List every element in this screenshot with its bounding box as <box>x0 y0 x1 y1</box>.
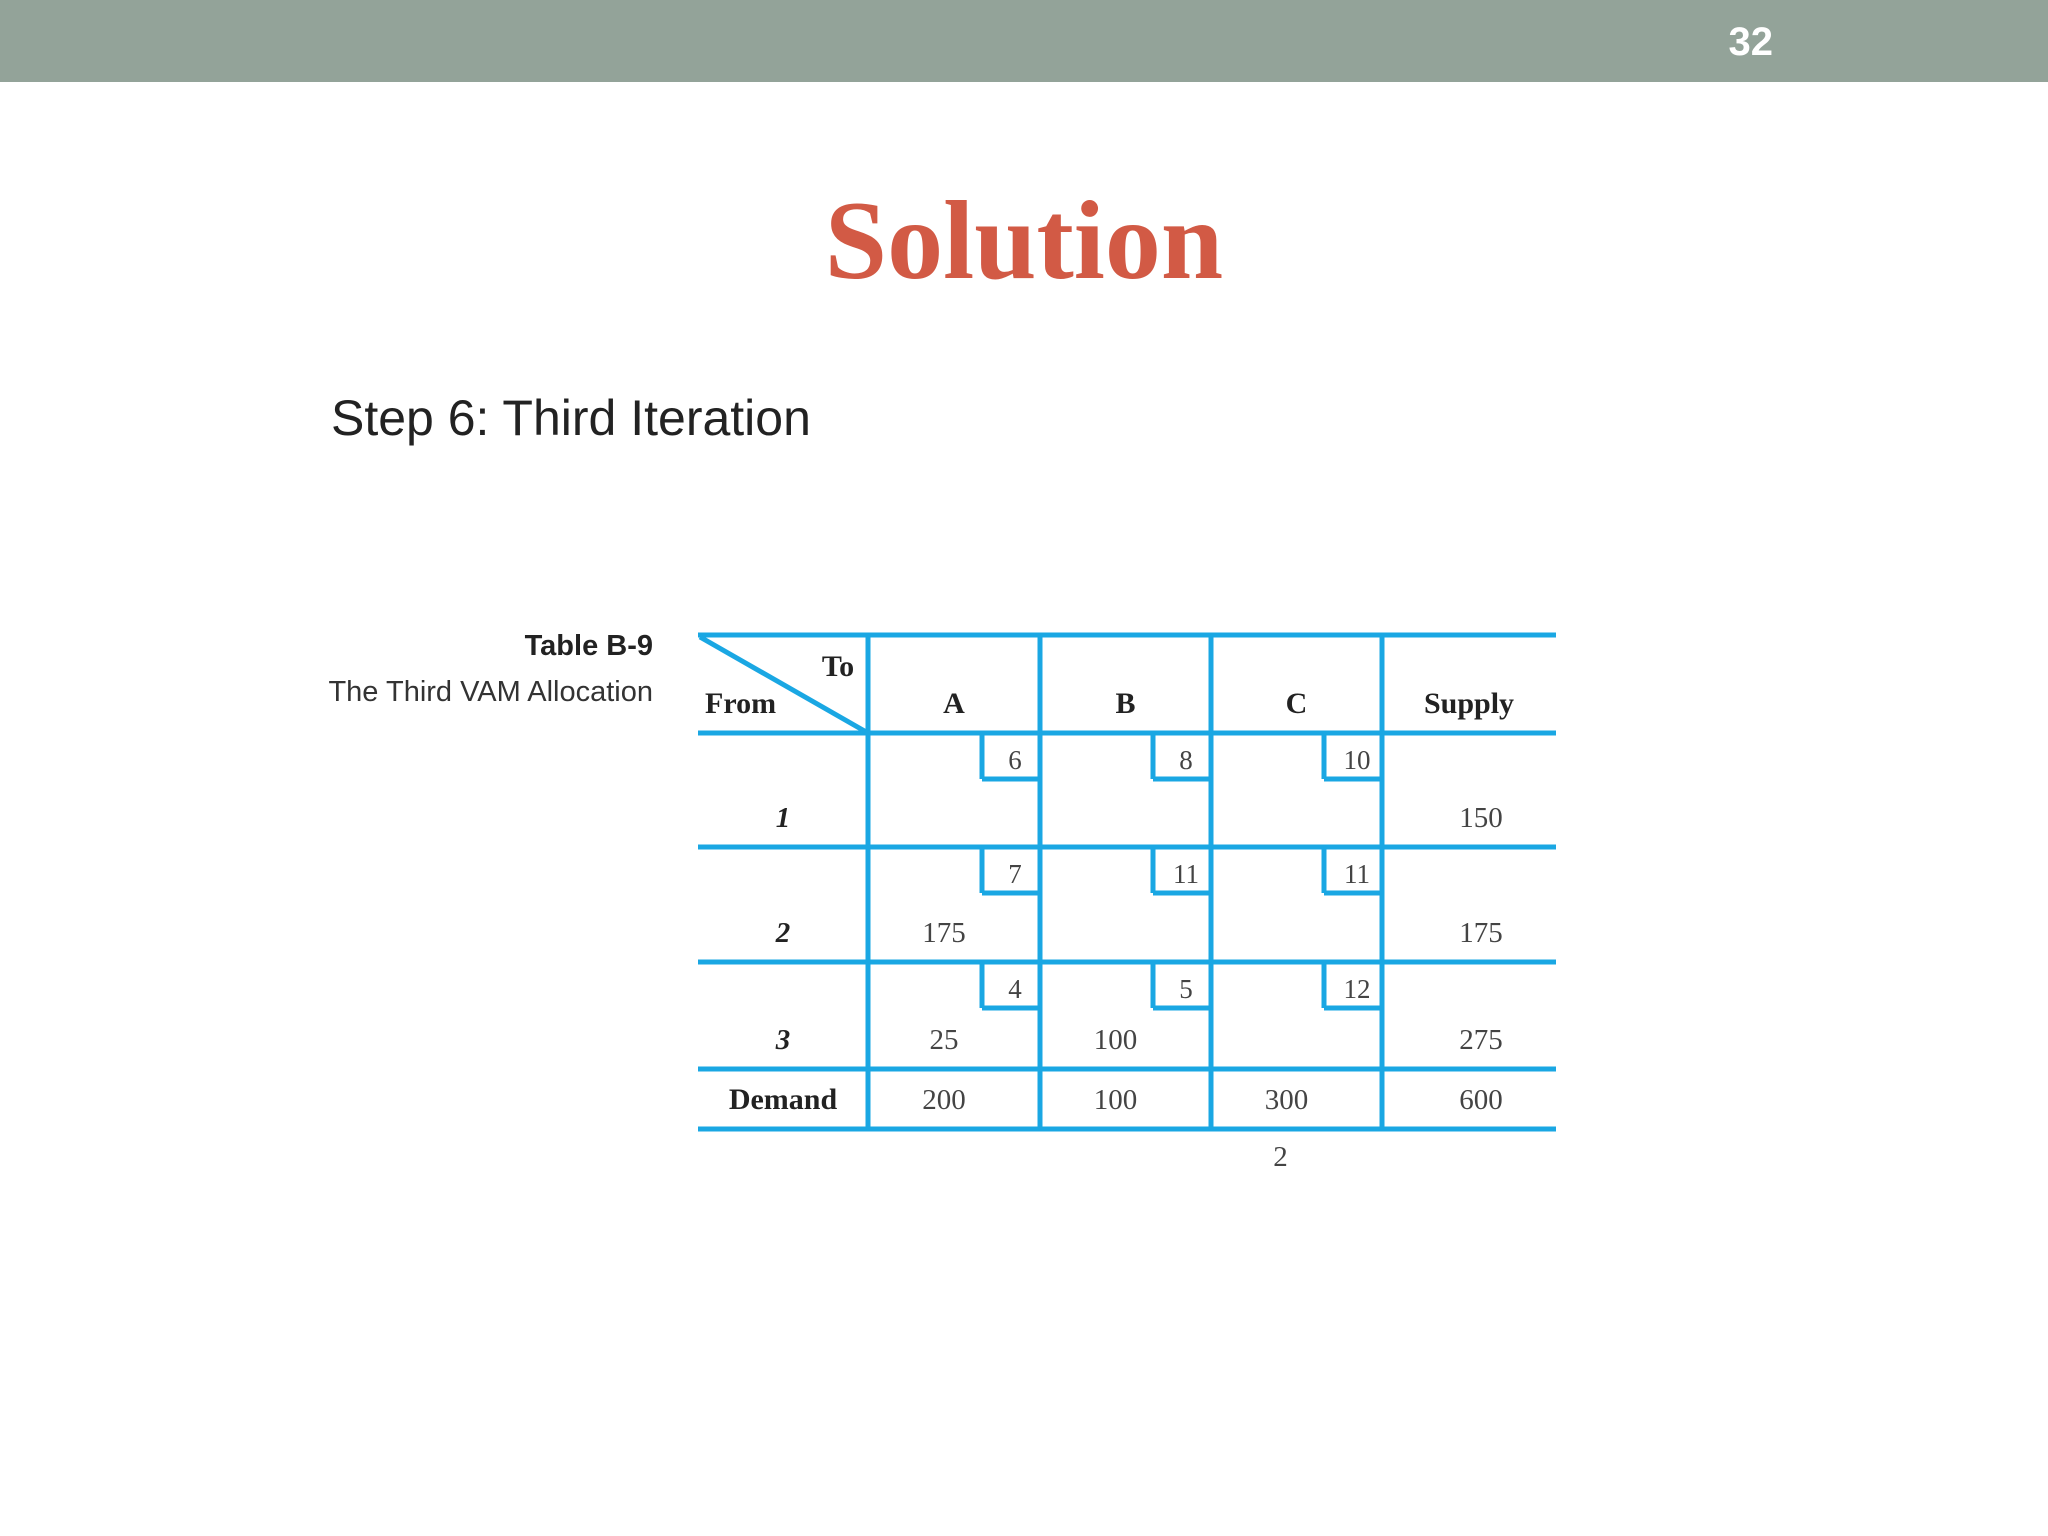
row-label-3: 3 <box>775 1024 791 1056</box>
demand-cell: 300 <box>1264 1084 1309 1116</box>
tableau-cells <box>705 650 1514 1173</box>
cost-cell: 8 <box>1179 745 1193 775</box>
slide-number: 32 <box>1728 20 1773 64</box>
row-label-2: 2 <box>775 917 791 949</box>
supply-cell: 150 <box>1459 802 1503 834</box>
header-supply: Supply <box>1423 687 1515 720</box>
cost-cell: 4 <box>1008 974 1022 1004</box>
cost-cell: 6 <box>1008 745 1022 775</box>
allocation-cell: 25 <box>929 1024 959 1056</box>
allocation-cell: 100 <box>1093 1024 1138 1056</box>
cost-cell: 11 <box>1173 859 1199 889</box>
slide-subtitle: Step 6: Third Iteration <box>331 390 811 446</box>
cost-cell: 7 <box>1008 859 1022 889</box>
cost-cell: 10 <box>1343 745 1371 775</box>
demand-total: 600 <box>1459 1084 1503 1116</box>
cost-cell: 5 <box>1179 974 1193 1004</box>
allocation-cell: 175 <box>922 917 966 949</box>
cost-cell: 12 <box>1343 974 1371 1004</box>
cost-cell: 11 <box>1344 859 1370 889</box>
supply-cell: 275 <box>1459 1024 1503 1056</box>
demand-cell: 100 <box>1093 1084 1138 1116</box>
header-col-b: B <box>1115 687 1136 720</box>
slide-title: Solution <box>824 179 1224 303</box>
demand-cell: 200 <box>922 1084 966 1116</box>
row-label-1: 1 <box>775 802 791 834</box>
header-from: From <box>705 687 777 720</box>
header-col-c: C <box>1285 687 1308 720</box>
header-col-a: A <box>943 687 965 720</box>
column-penalty: 2 <box>1273 1141 1288 1173</box>
supply-cell: 175 <box>1459 917 1503 949</box>
table-number: Table B-9 <box>524 630 653 662</box>
table-caption: The Third VAM Allocation <box>328 676 653 708</box>
demand-label: Demand <box>728 1083 838 1116</box>
header-to: To <box>821 650 855 683</box>
